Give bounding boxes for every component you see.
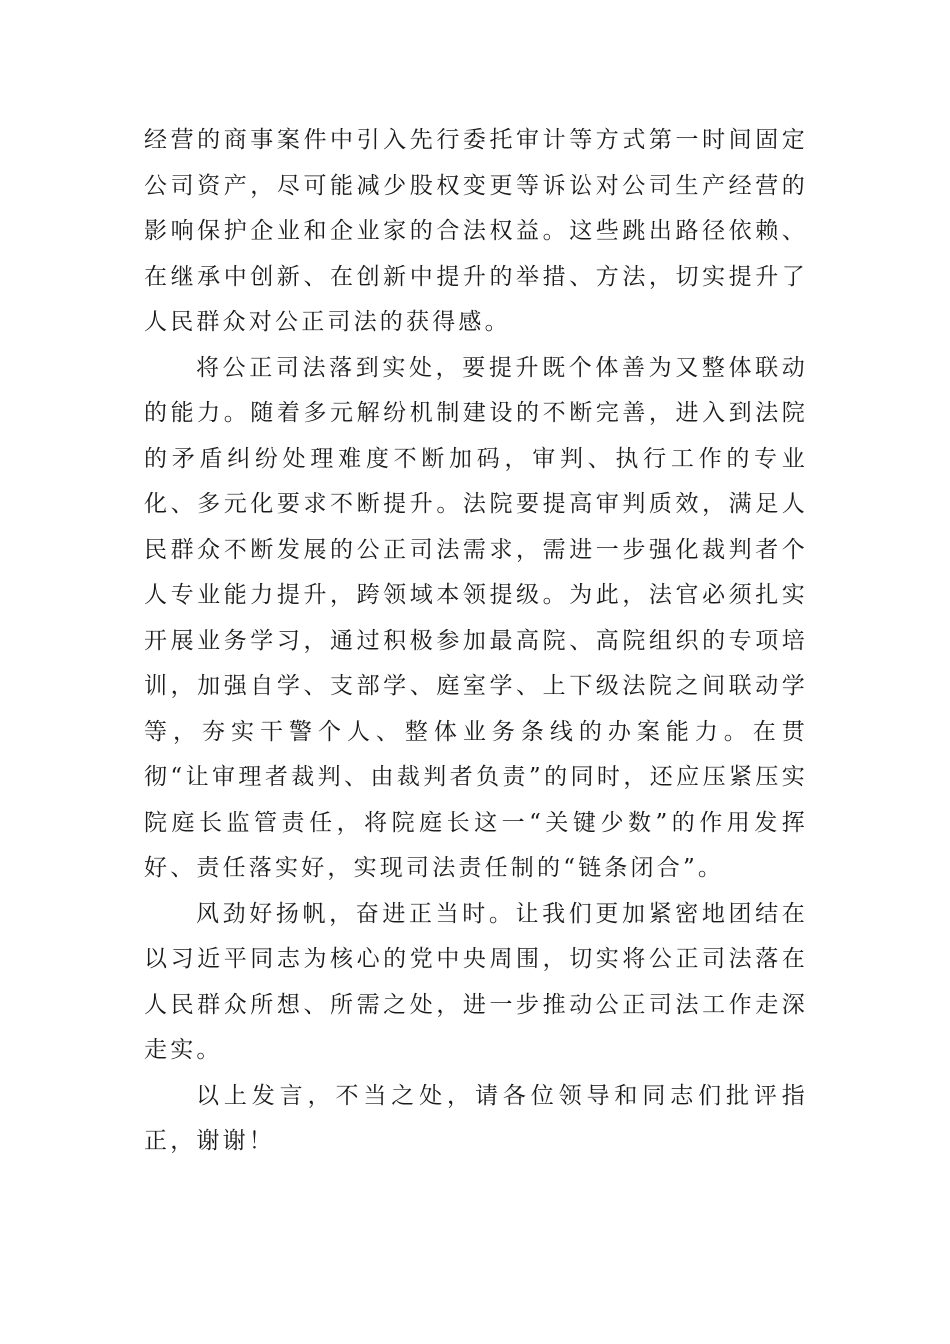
- paragraph-continuation: 经营的商事案件中引入先行委托审计等方式第一时间固定公司资产，尽可能减少股权变更等诉讼对公司生产经营的影响保护企业和企业家的合法权益。这些跳出路径依赖、在继承中创新、在创新中提升的举措、方法，切实提升了人民群众对公正司法的获得感。: [144, 127, 808, 335]
- paragraph-closing-call: 风劲好扬帆，奋进正当时。让我们更加紧密地团结在以习近平同志为核心的党中央周围，切实将公正司法落在人民群众所想、所需之处，进一步推动公正司法工作走深走实。: [144, 900, 808, 1063]
- paragraph-thanks: 以上发言，不当之处，请各位领导和同志们批评指正，谢谢！: [144, 1082, 808, 1154]
- paragraph-judicial-capacity: 将公正司法落到实处，要提升既个体善为又整体联动的能力。随着多元解纷机制建设的不断完善，进入到法院的矛盾纠纷处理难度不断加码，审判、执行工作的专业化、多元化要求不断提升。法院要提高审判质效，满足人民群众不断发展的公正司法需求，需进一步强化裁判者个人专业能力提升，跨领域本领提级。为此，法官必须扎实开展业务学习，通过积极参加最高院、高院组织的专项培训，加强自学、支部学、庭室学、上下级法院之间联动学等，夯实干警个人、整体业务条线的办案能力。在贯彻“让审理者裁判、由裁判者负责”的同时，还应压紧压实院庭长监管责任，将院庭长这一“关键少数”的作用发挥好、责任落实好，实现司法责任制的“链条闭合”。: [144, 354, 808, 881]
- document-body: [144, 118, 808, 1165]
